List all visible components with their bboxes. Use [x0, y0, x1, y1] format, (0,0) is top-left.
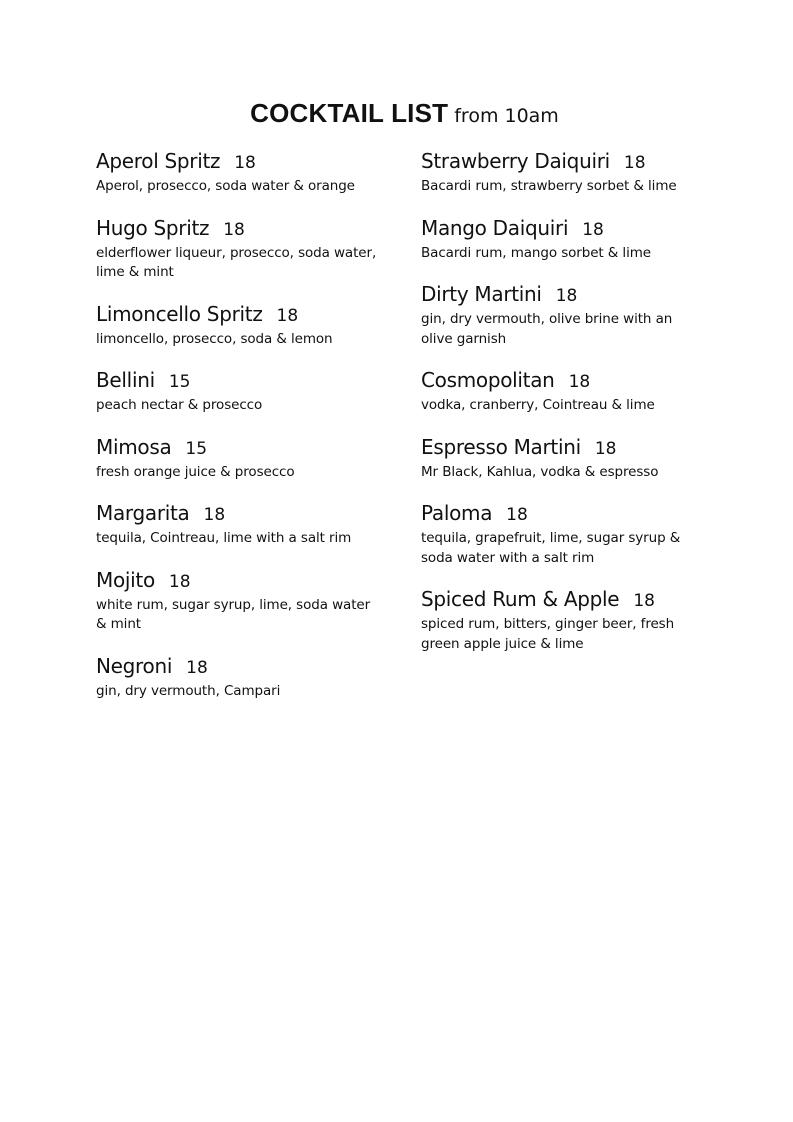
- item-price: 18: [582, 219, 604, 240]
- item-description: elderflower liqueur, prosecco, soda water, lime & mint: [96, 244, 377, 280]
- item-price: 18: [223, 219, 245, 240]
- item-name: Mango Daiquiri: [421, 215, 569, 240]
- item-name: Mojito: [96, 567, 155, 592]
- item-description: gin, dry vermouth, Campari: [96, 682, 281, 699]
- item-price: 18: [276, 305, 299, 326]
- item-price: 18: [623, 153, 646, 173]
- menu-item: [421, 499, 701, 568]
- item-name: Hugo Spritz: [96, 215, 210, 240]
- item-description: Bacardi rum, strawberry sorbet & lime: [421, 178, 677, 194]
- menu-item: [421, 433, 701, 483]
- item-name: Paloma: [421, 501, 493, 525]
- menu-item: [96, 433, 381, 483]
- item-price: 18: [168, 571, 191, 592]
- item-price: 18: [568, 372, 591, 392]
- menu-item: [96, 499, 381, 549]
- item-name: Aperol Spritz: [96, 149, 221, 173]
- item-name: Limoncello Spritz: [96, 301, 263, 326]
- menu-item: [96, 566, 381, 635]
- menu-header: [0, 98, 793, 129]
- item-price: 18: [555, 286, 578, 306]
- menu-item: [421, 214, 701, 264]
- item-name: Bellini: [96, 368, 155, 392]
- menu-item: [96, 147, 381, 197]
- menu-item: [96, 214, 381, 283]
- menu-item: [96, 366, 381, 416]
- item-name: Strawberry Daiquiri: [421, 149, 610, 173]
- item-description: Aperol, prosecco, soda water & orange: [96, 178, 355, 194]
- item-price: 15: [185, 438, 208, 459]
- item-description: gin, dry vermouth, olive brine with an olive garnish: [421, 311, 673, 347]
- item-name: Margarita: [96, 501, 190, 525]
- item-description: tequila, grapefruit, lime, sugar syrup & soda water with a salt rim: [421, 530, 681, 566]
- item-price: 18: [594, 438, 617, 459]
- menu-title: COCKTAIL LIST: [250, 98, 449, 128]
- item-price: 18: [234, 153, 256, 173]
- item-description: tequila, Cointreau, lime with a salt rim: [96, 530, 352, 546]
- item-name: Dirty Martini: [421, 282, 542, 306]
- item-description: Bacardi rum, mango sorbet & lime: [421, 244, 651, 261]
- item-name: Spiced Rum & Apple: [421, 587, 620, 611]
- item-description: spiced rum, bitters, ginger beer, fresh green apple juice & lime: [421, 616, 675, 652]
- item-price: 18: [186, 657, 208, 678]
- menu-subtitle: from 10am: [454, 105, 559, 127]
- left-menu-column: [96, 147, 381, 718]
- item-description: peach nectar & prosecco: [96, 397, 263, 413]
- menu-item: [96, 300, 381, 350]
- menu-item: [421, 366, 701, 416]
- right-menu-column: [421, 147, 701, 671]
- menu-item: [421, 280, 701, 349]
- menu-item: [421, 147, 701, 197]
- item-name: Negroni: [96, 653, 173, 678]
- item-description: limoncello, prosecco, soda & lemon: [96, 330, 333, 347]
- item-name: Mimosa: [96, 434, 172, 459]
- item-price: 15: [168, 372, 191, 392]
- item-name: Cosmopolitan: [421, 368, 555, 392]
- item-name: Espresso Martini: [421, 434, 581, 459]
- item-description: fresh orange juice & prosecco: [96, 463, 295, 480]
- item-description: vodka, cranberry, Cointreau & lime: [421, 397, 655, 413]
- item-description: white rum, sugar syrup, lime, soda water & mint: [96, 596, 371, 632]
- item-description: Mr Black, Kahlua, vodka & espresso: [421, 463, 659, 480]
- item-price: 18: [633, 591, 655, 611]
- menu-item: [421, 585, 701, 654]
- menu-item: [96, 652, 381, 702]
- item-price: 18: [203, 505, 226, 525]
- item-price: 18: [506, 505, 528, 525]
